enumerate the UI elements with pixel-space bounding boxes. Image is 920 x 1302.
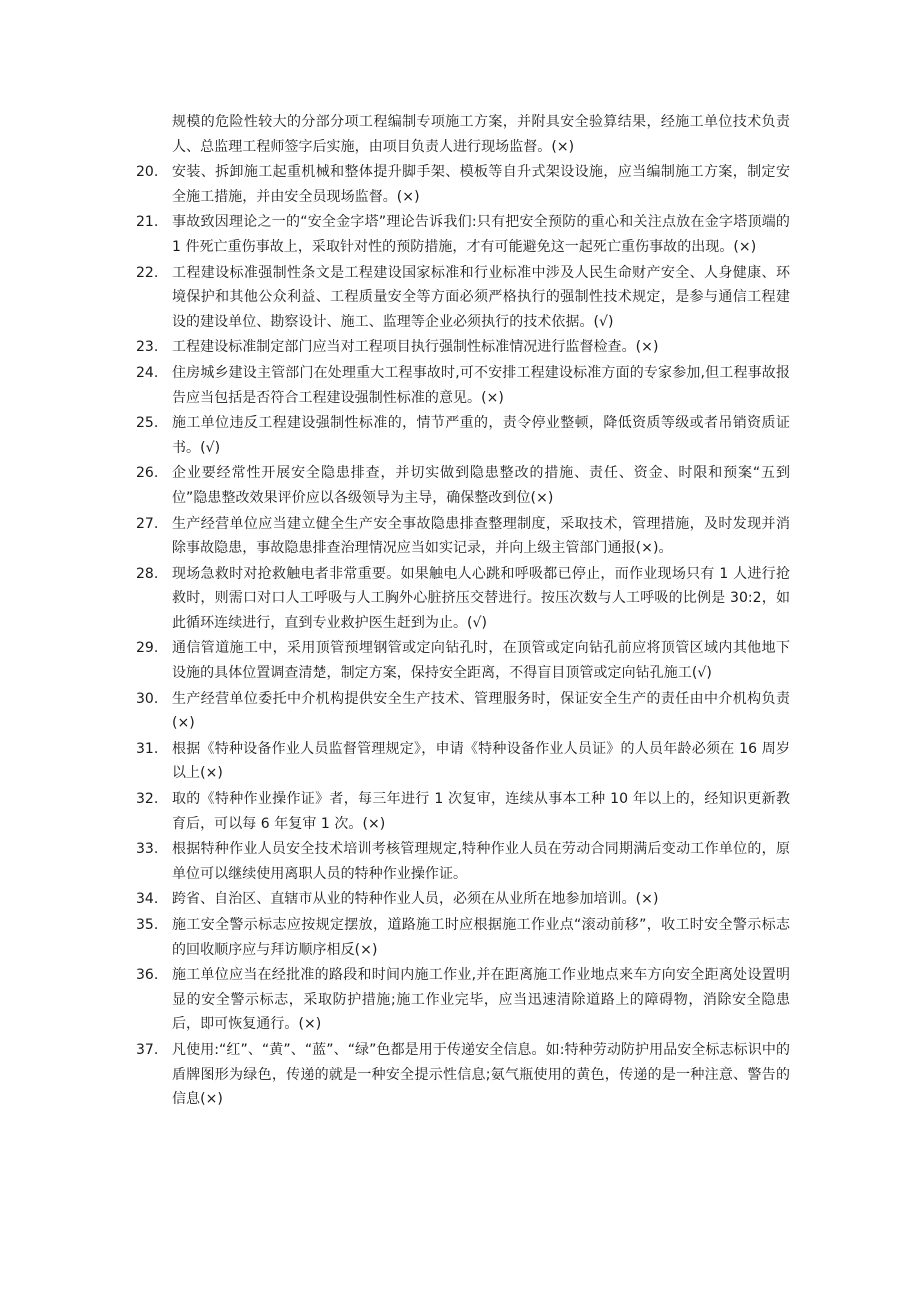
item-text: 生产经营单位委托中介机构提供安全生产技术、管理服务时，保证安全生产的责任由中介机构负责(×) [172, 690, 790, 732]
item-number: 25. [136, 415, 159, 432]
item-text: 通信管道施工中，采用顶管预埋钢管或定向钻孔时，在顶管或定向钻孔前应将顶管区域内其他地下设施的具体位置调查清楚，制定方案，保持安全距离，不得盲目顶管或定向钻孔施工(√) [172, 640, 790, 682]
list-item [136, 787, 790, 836]
list-item [136, 210, 790, 259]
item-number: 21. [136, 214, 159, 231]
item-text: 凡使用:“红”、“黄”、“蓝”、“绿”色都是用于传递安全信息。如:特种劳动防护用品安全标志标识中的盾牌图形为绿色，传递的就是一种安全提示性信息;氨气瓶使用的黄色，传递的是一种注意、警告的信息(×) [172, 1041, 790, 1108]
list-item [136, 737, 790, 786]
list-item [136, 963, 790, 1037]
item-number: 24. [136, 364, 159, 381]
list-item [136, 913, 790, 962]
question-list [136, 110, 790, 1113]
item-text: 施工安全警示标志应按规定摆放，道路施工时应根据施工作业点“滚动前移”，收工时安全警示标志的回收顺序应与拜访顺序相反(×) [172, 917, 790, 958]
list-item [136, 361, 790, 410]
item-number: 30. [136, 690, 159, 707]
item-text: 企业要经常性开展安全隐患排查，并切实做到隐患整改的措施、责任、资金、时限和预案“五到位”隐患整改效果评价应以各级领导为主导，确保整改到位(×) [172, 465, 790, 506]
item-number: 32. [136, 791, 159, 808]
item-number: 28. [136, 565, 159, 582]
item-text: 事故致因理论之一的“安全金字塔”理论告诉我们:只有把安全预防的重心和关注点放在金字塔顶端的 1 件死亡重伤事故上，采取针对性的预防措施，才有可能避免这一起死亡重伤事故的出现。(×) [172, 214, 790, 255]
list-item [136, 837, 790, 886]
list-item [136, 461, 790, 510]
item-text: 根据特种作业人员安全技术培训考核管理规定,特种作业人员在劳动合同期满后变动工作单位的，原单位可以继续使用离职人员的特种作业操作证。 [172, 841, 790, 882]
item-number: 37. [136, 1041, 159, 1058]
item-number: 23. [136, 339, 159, 356]
item-number: 31. [136, 740, 159, 757]
item-number: 22. [136, 264, 159, 281]
item-text: 施工单位违反工程建设强制性标准的，情节严重的，责令停业整顿，降低资质等级或者吊销资质证书。(√) [172, 415, 790, 456]
item-text: 施工单位应当在经批准的路段和时间内施工作业,并在距离施工作业地点来车方向安全距离处设置明显的安全警示标志，采取防护措施;施工作业完毕，应当迅速清除道路上的障碍物，消除安全隐患后，即可恢复通行。(×) [172, 967, 790, 1033]
item-text: 根据《特种设备作业人员监督管理规定》，申请《特种设备作业人员证》的人员年龄必须在 16 周岁以上(×) [172, 740, 790, 782]
item-number: 33. [136, 841, 159, 858]
list-item [136, 110, 790, 159]
list-item [136, 261, 790, 335]
item-text: 安装、拆卸施工起重机械和整体提升脚手架、模板等自升式架设设施，应当编制施工方案，制定安全施工措施，并由安全员现场监督。(×) [172, 164, 790, 205]
item-text: 住房城乡建设主管部门在处理重大工程事故时,可不安排工程建设标准方面的专家参加,但工程事故报告应当包括是否符合工程建设强制性标准的意见。(×) [172, 364, 790, 406]
item-text: 取的《特种作业操作证》者，每三年进行 1 次复审，连续从事本工种 10 年以上的，经知识更新教育后，可以每 6 年复审 1 次。(×) [172, 791, 790, 832]
list-item [136, 160, 790, 209]
item-number: 29. [136, 640, 159, 657]
item-number: 34. [136, 891, 159, 908]
item-number: 26. [136, 465, 159, 482]
item-number: 20. [136, 164, 159, 181]
item-number: 35. [136, 917, 159, 933]
list-item [136, 411, 790, 460]
item-text: 工程建设标准制定部门应当对工程项目执行强制性标准情况进行监督检查。(×) [172, 339, 659, 356]
item-text: 工程建设标准强制性条文是工程建设国家标准和行业标准中涉及人民生命财产安全、人身健康、环境保护和其他公众利益、工程质量安全等方面必须严格执行的强制性技术规定，是参与通信工程建设的建设单位、勘察设计、施工、监理等企业必须执行的技术依据。(√) [172, 264, 790, 330]
list-item [136, 562, 790, 636]
list-item [136, 636, 790, 685]
list-item [136, 1038, 790, 1112]
list-item [136, 335, 790, 360]
item-text: 现场急救时对抢救触电者非常重要。如果触电人心跳和呼吸都已停止，而作业现场只有 1 人进行抢救时，则需口对口人工呼吸与人工胸外心脏挤压交替进行。按压次数与人工呼吸的比例是 30:2，如此循环连续进行，直到专业救护医生赶到为止。(√) [172, 565, 790, 631]
list-item [136, 887, 790, 912]
item-number: 27. [136, 515, 159, 532]
item-text: 规模的危险性较大的分部分项工程编制专项施工方案，并附具安全验算结果，经施工单位技术负责人、总监理工程师签字后实施，由项目负责人进行现场监督。(×) [172, 114, 790, 155]
item-number: 36. [136, 967, 159, 984]
item-text: 跨省、自治区、直辖市从业的特种作业人员，必须在从业所在地参加培训。(×) [172, 891, 659, 908]
list-item [136, 512, 790, 561]
list-item [136, 687, 790, 736]
item-text: 生产经营单位应当建立健全生产安全事故隐患排查整理制度，采取技术，管理措施，及时发现并消除事故隐患，事故隐患排查治理情况应当如实记录，并向上级主管部门通报(×)。 [172, 515, 790, 557]
